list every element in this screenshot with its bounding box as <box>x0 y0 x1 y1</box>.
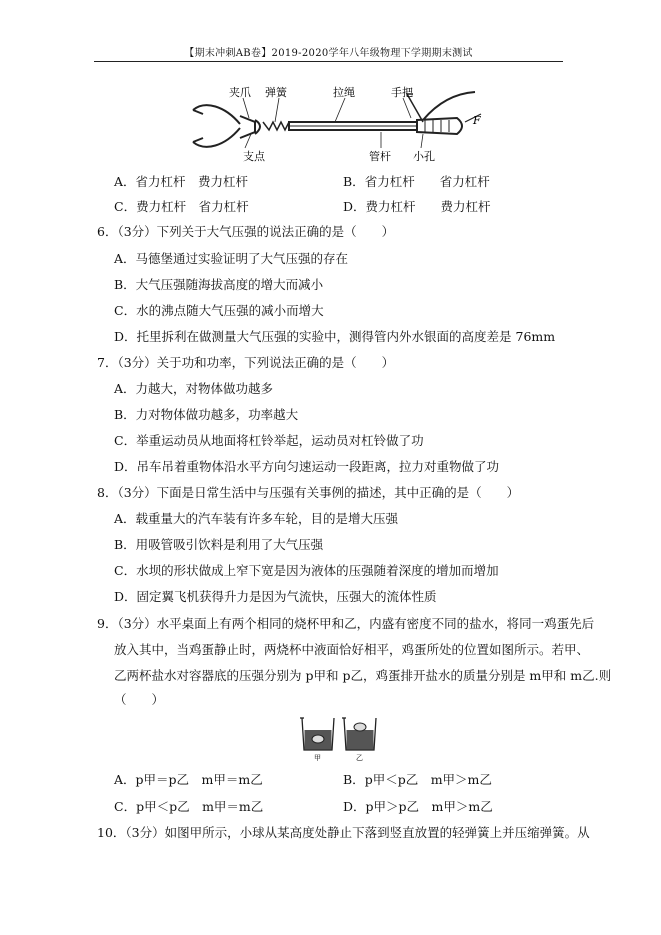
q5-option-c[interactable] <box>114 199 249 215</box>
q5-option-b-letter: B． <box>343 174 365 189</box>
q9-option-d-text: p甲＞p乙 m甲＞m乙 <box>365 799 493 814</box>
q5-option-b-text: 省力杠杆 省力杠杆 <box>364 174 490 189</box>
q6-option-c[interactable]: C．水的沸点随大气压强的减小而增大 <box>114 303 324 318</box>
label-tanhuang: 弹簧 <box>265 86 287 99</box>
q6-option-d[interactable]: D．托里拆利在做测量大气压强的实验中，测得管内外水银面的高度差是 76mm <box>114 329 556 344</box>
q10-stem: 10．（3分）如图甲所示，小球从某高度处静止下落到竖直放置的轻弹簧上并压缩弹簧。从 <box>97 825 590 840</box>
q7-option-a[interactable]: A．力越大，对物体做功越多 <box>114 381 274 396</box>
q7-option-c[interactable]: C．举重运动员从地面将杠铃举起，运动员对杠铃做了功 <box>114 433 424 448</box>
q5-option-d[interactable] <box>343 199 491 215</box>
q9-option-d[interactable] <box>343 799 493 815</box>
label-zhidian: 支点 <box>243 150 265 163</box>
q5-option-a[interactable] <box>114 174 248 190</box>
q7-option-b[interactable]: B．力对物体做功越多，功率越大 <box>114 407 299 422</box>
q9-stem-line-1: 9．（3分）水平桌面上有两个相同的烧杯甲和乙，内盛有密度不同的盐水，将同一鸡蛋先后 <box>97 616 595 631</box>
beakers-figure <box>298 714 380 762</box>
q9-stem-line-2: 放入其中，当鸡蛋静止时，两烧杯中液面恰好相平，鸡蛋所处的位置如图所示。若甲、 <box>114 642 590 657</box>
q7-stem: 7．（3分）关于功和功率，下列说法正确的是（ ） <box>97 355 395 370</box>
q9-option-b[interactable] <box>343 772 492 788</box>
q5-option-d-letter: D． <box>343 199 366 214</box>
label-jiazhua: 夹爪 <box>229 86 251 99</box>
q5-option-d-text: 费力杠杆 费力杠杆 <box>365 199 491 214</box>
q9-stem-line-4: （ ） <box>114 692 165 707</box>
q9-option-b-text: p甲＜p乙 m甲＞m乙 <box>364 772 492 787</box>
grabber-figure <box>185 84 485 166</box>
q8-option-d[interactable]: D．固定翼飞机获得升力是因为气流快，压强大的流体性质 <box>114 589 437 604</box>
label-lasheng: 拉绳 <box>333 86 355 99</box>
grabber-drawing <box>193 92 481 147</box>
q6-stem: 6．（3分）下列关于大气压强的说法正确的是（ ） <box>97 224 395 239</box>
beaker-yi <box>342 718 376 750</box>
q8-option-c[interactable]: C．水坝的形状做成上窄下宽是因为液体的压强随着深度的增加而增加 <box>114 563 499 578</box>
q8-option-a[interactable]: A．载重量大的汽车装有许多车轮，目的是增大压强 <box>114 511 399 526</box>
label-force: F <box>473 114 481 127</box>
header-rule <box>94 61 563 62</box>
beaker-jia <box>300 718 334 750</box>
q7-option-d[interactable]: D．吊车吊着重物体沿水平方向匀速运动一段距离，拉力对重物做了功 <box>114 459 500 474</box>
q8-option-b[interactable]: B．用吸管吸引饮料是利用了大气压强 <box>114 537 324 552</box>
q9-option-b-letter: B． <box>343 772 365 787</box>
q8-stem: 8．（3分）下面是日常生活中与压强有关事例的描述，其中正确的是（ ） <box>97 485 520 500</box>
q6-option-a[interactable]: A．马德堡通过实验证明了大气压强的存在 <box>114 251 349 266</box>
q5-option-a-letter: A． <box>114 174 136 189</box>
q9-option-c-letter: C． <box>114 799 137 814</box>
label-guangan: 管杆 <box>369 150 391 163</box>
beaker-label-yi: 乙 <box>356 754 363 762</box>
q9-option-d-letter: D． <box>343 799 366 814</box>
q9-option-a-text: p甲＝p乙 m甲＝m乙 <box>135 772 263 787</box>
q5-option-a-text: 省力杠杆 费力杠杆 <box>135 174 249 189</box>
q9-option-c-text: p甲＜p乙 m甲＝m乙 <box>136 799 264 814</box>
q5-option-c-letter: C． <box>114 199 137 214</box>
label-xiaokong: 小孔 <box>413 150 435 163</box>
q9-option-c[interactable] <box>114 799 263 815</box>
q6-option-b[interactable]: B．大气压强随海拔高度的增大而减小 <box>114 277 324 292</box>
q5-option-c-text: 费力杠杆 省力杠杆 <box>136 199 249 214</box>
label-shouba: 手把 <box>391 86 413 99</box>
q5-option-b[interactable] <box>343 174 490 190</box>
beaker-label-jia: 甲 <box>314 754 321 762</box>
q9-stem-line-3: 乙两杯盐水对容器底的压强分别为 p甲和 p乙，鸡蛋排开盐水的质量分别是 m甲和 m乙.则 <box>114 668 612 683</box>
q9-option-a[interactable] <box>114 772 263 788</box>
page-header: 【期末冲刺AB卷】2019-2020学年八年级物理下学期期末测试 <box>184 48 473 59</box>
q9-option-a-letter: A． <box>114 772 136 787</box>
